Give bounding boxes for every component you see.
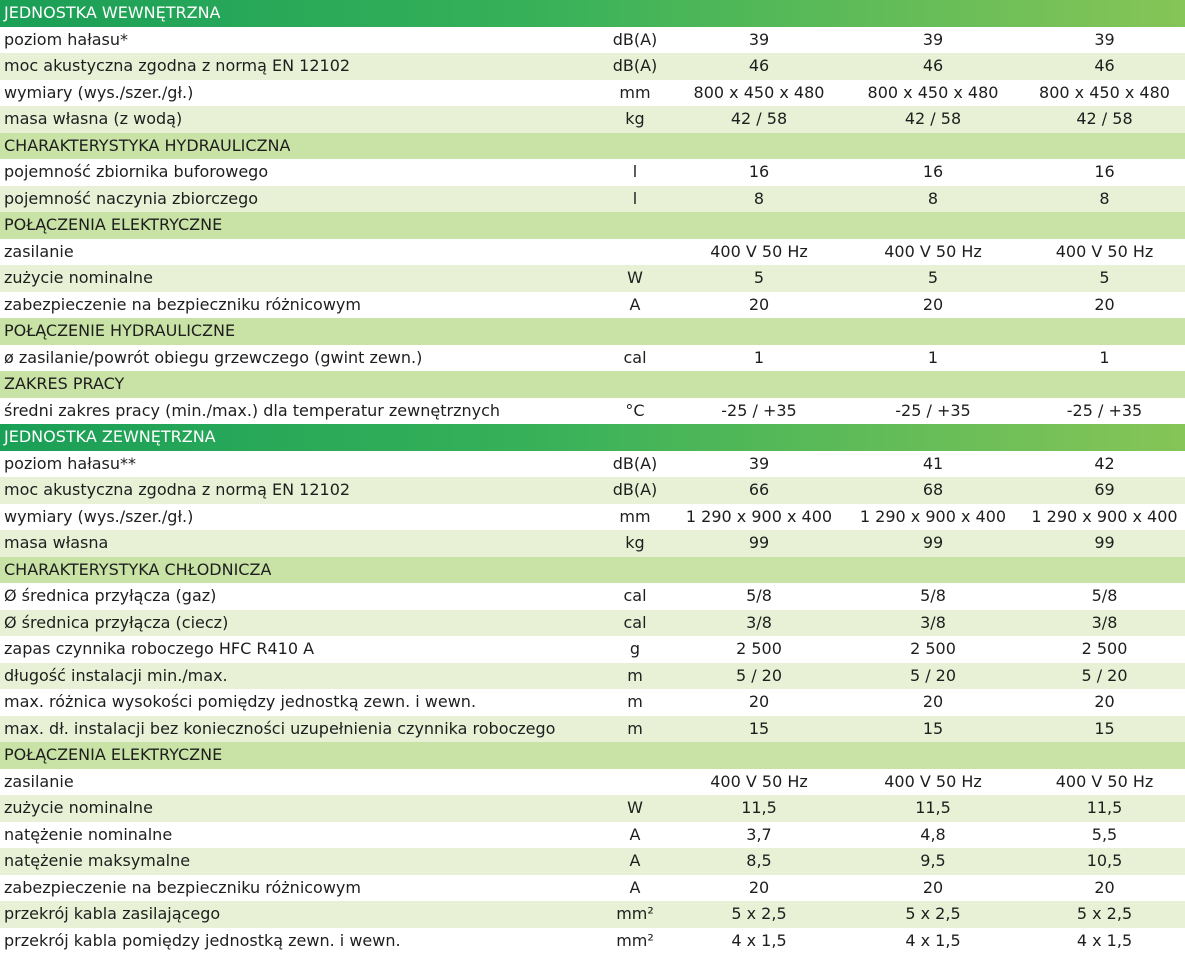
row-value-model-3: 99	[1094, 533, 1115, 552]
row-value-model-3: 46	[1094, 56, 1115, 75]
row-value-model-1: 42 / 58	[730, 109, 788, 128]
row-value-model-1: 99	[748, 533, 770, 552]
row-value-model-2: 400 V 50 Hz	[884, 771, 982, 791]
table-row	[0, 663, 1185, 690]
row-unit: dB(A)	[612, 56, 658, 75]
table-row	[0, 636, 1185, 663]
table-row	[0, 27, 1185, 54]
row-value-model-2: 16	[922, 162, 944, 181]
section-header	[0, 424, 1185, 451]
row-value-model-1: 20	[748, 294, 770, 314]
row-value-model-2: 800 x 450 x 480	[867, 82, 999, 102]
row-unit: g	[629, 639, 641, 658]
table-row	[0, 901, 1185, 928]
row-value-model-1: 39	[748, 29, 770, 49]
table-row	[0, 159, 1185, 186]
row-value-model-3: 4 x 1,5	[1076, 930, 1133, 950]
table-row	[0, 530, 1185, 557]
row-value-model-3: 5 x 2,5	[1076, 904, 1133, 923]
row-value-model-3: 5/8	[1091, 586, 1118, 605]
row-label: wymiary (wys./szer./gł.)	[4, 82, 194, 102]
row-unit: W	[627, 268, 643, 287]
row-value-model-1: 1	[753, 347, 765, 367]
row-label: natężenie maksymalne	[4, 851, 191, 870]
row-value-model-2: 1 290 x 900 x 400	[859, 506, 1007, 526]
row-value-model-1: 400 V 50 Hz	[710, 771, 808, 791]
row-value-model-3: 39	[1094, 29, 1115, 49]
row-value-model-2: 5/8	[920, 586, 946, 605]
row-value-model-2: 68	[922, 480, 944, 499]
table-row	[0, 398, 1185, 425]
row-value-model-1: 5 / 20	[735, 665, 783, 685]
row-label: długość instalacji min./max.	[4, 665, 228, 685]
row-value-model-2: -25 / +35	[895, 400, 971, 420]
subsection-header	[0, 742, 1185, 769]
row-value-model-1: 66	[748, 480, 770, 499]
row-unit	[594, 769, 676, 796]
row-value-model-3: 69	[1094, 480, 1115, 499]
row-unit: cal	[623, 586, 647, 605]
row-label: masa własna (z wodą)	[4, 109, 183, 128]
row-value-model-2: 11,5	[915, 798, 951, 817]
row-label: zasilanie	[4, 241, 74, 261]
row-value-model-3: 1	[1099, 347, 1110, 367]
section-title: POŁĄCZENIA ELEKTRYCZNE	[4, 745, 223, 764]
table-row	[0, 265, 1185, 292]
row-unit: l	[632, 162, 638, 181]
row-unit: A	[629, 824, 641, 844]
row-value-model-2: 400 V 50 Hz	[884, 241, 982, 261]
subsection-header	[0, 212, 1185, 239]
table-row	[0, 795, 1185, 822]
table-row	[0, 504, 1185, 531]
row-value-model-3: 20	[1094, 692, 1115, 711]
row-label: przekrój kabla pomiędzy jednostką zewn. i wewn.	[4, 930, 401, 950]
row-value-model-3: 11,5	[1086, 798, 1123, 817]
row-value-model-1: 11,5	[741, 798, 777, 817]
row-label: poziom hałasu*	[4, 29, 129, 49]
row-label: max. różnica wysokości pomiędzy jednostką zewn. i wewn.	[4, 692, 477, 711]
table-row	[0, 822, 1185, 849]
row-value-model-3: 400 V 50 Hz	[1055, 771, 1154, 791]
row-value-model-1: 4 x 1,5	[731, 930, 787, 950]
section-title: POŁĄCZENIA ELEKTRYCZNE	[4, 215, 223, 234]
table-row	[0, 345, 1185, 372]
row-unit	[594, 239, 676, 266]
row-value-model-3: 400 V 50 Hz	[1055, 241, 1154, 261]
row-value-model-2: 5	[927, 268, 939, 287]
row-value-model-3: 800 x 450 x 480	[1039, 82, 1170, 102]
table-row	[0, 186, 1185, 213]
row-value-model-1: 5 x 2,5	[731, 904, 787, 923]
table-row	[0, 769, 1185, 796]
row-value-model-3: 1 290 x 900 x 400	[1031, 506, 1178, 526]
table-row	[0, 716, 1185, 743]
row-label: natężenie nominalne	[4, 824, 173, 844]
row-value-model-3: 15	[1094, 718, 1115, 738]
row-unit: mm²	[616, 930, 654, 950]
row-label: masa własna	[4, 533, 109, 552]
row-unit: m	[627, 718, 643, 738]
section-title: POŁĄCZENIE HYDRAULICZNE	[4, 321, 236, 340]
row-value-model-1: 20	[748, 692, 770, 711]
section-title: JEDNOSTKA WEWNĘTRZNA	[4, 3, 221, 22]
row-value-model-1: 8	[753, 188, 765, 208]
row-label: zapas czynnika roboczego HFC R410 A	[4, 639, 315, 658]
row-value-model-2: 42 / 58	[904, 109, 962, 128]
row-value-model-1: 1 290 x 900 x 400	[685, 506, 833, 526]
row-value-model-2: 4 x 1,5	[905, 930, 961, 950]
row-label: zużycie nominalne	[4, 798, 153, 817]
row-value-model-2: 99	[922, 533, 944, 552]
row-value-model-3: 20	[1094, 294, 1115, 314]
row-label: wymiary (wys./szer./gł.)	[4, 506, 194, 526]
row-value-model-1: 2 500	[736, 639, 782, 658]
row-value-model-2: 8	[927, 188, 939, 208]
row-value-model-1: 16	[748, 162, 770, 181]
subsection-header	[0, 318, 1185, 345]
row-unit: cal	[623, 612, 647, 632]
row-unit: mm	[619, 82, 651, 102]
row-label: Ø średnica przyłącza (gaz)	[4, 586, 217, 605]
subsection-header	[0, 371, 1185, 398]
row-value-model-3: 16	[1094, 162, 1115, 181]
table-row	[0, 239, 1185, 266]
row-value-model-1: 400 V 50 Hz	[710, 241, 808, 261]
row-value-model-1: -25 / +35	[721, 400, 797, 420]
row-value-model-3: 20	[1094, 877, 1115, 897]
row-unit: dB(A)	[612, 480, 658, 499]
row-value-model-1: 39	[748, 453, 770, 473]
row-unit: m	[627, 692, 643, 711]
row-unit: dB(A)	[612, 29, 658, 49]
row-label: pojemność naczynia zbiorczego	[4, 188, 259, 208]
row-value-model-2: 4,8	[920, 824, 946, 844]
row-label: zabezpieczenie na bezpieczniku różnicowym	[4, 877, 361, 897]
row-value-model-3: 5,5	[1091, 824, 1118, 844]
row-value-model-1: 5	[753, 268, 765, 287]
row-value-model-1: 5/8	[746, 586, 772, 605]
table-row	[0, 689, 1185, 716]
row-value-model-2: 46	[922, 56, 944, 75]
row-value-model-1: 15	[748, 718, 770, 738]
row-value-model-2: 5 / 20	[909, 665, 957, 685]
row-value-model-1: 800 x 450 x 480	[693, 82, 825, 102]
row-unit: mm	[619, 506, 651, 526]
table-row	[0, 848, 1185, 875]
subsection-header	[0, 557, 1185, 584]
row-value-model-2: 41	[922, 453, 944, 473]
row-value-model-2: 1	[927, 347, 939, 367]
row-label: max. dł. instalacji bez konieczności uzupełnienia czynnika roboczego	[4, 718, 556, 738]
row-unit: A	[629, 877, 641, 897]
table-row	[0, 451, 1185, 478]
row-unit: l	[632, 188, 638, 208]
row-value-model-2: 39	[922, 29, 944, 49]
section-title: CHARAKTERYSTYKA CHŁODNICZA	[4, 559, 272, 579]
row-value-model-1: 20	[748, 877, 770, 897]
row-value-model-3: 5 / 20	[1081, 665, 1128, 685]
row-value-model-1: 3/8	[746, 612, 772, 632]
row-label: ø zasilanie/powrót obiegu grzewczego (gwint zewn.)	[4, 347, 423, 367]
row-unit: °C	[625, 400, 645, 420]
row-label: zasilanie	[4, 771, 74, 791]
table-row	[0, 53, 1185, 80]
row-label: moc akustyczna zgodna z normą EN 12102	[4, 56, 351, 75]
row-value-model-2: 15	[922, 718, 944, 738]
row-value-model-2: 9,5	[920, 851, 946, 870]
row-value-model-1: 46	[748, 56, 770, 75]
row-value-model-3: 10,5	[1086, 851, 1123, 870]
row-unit: kg	[625, 109, 645, 128]
row-label: pojemność zbiornika buforowego	[4, 162, 269, 181]
row-value-model-3: 42 / 58	[1076, 109, 1133, 128]
row-label: zużycie nominalne	[4, 268, 153, 287]
row-label: średni zakres pracy (min./max.) dla temperatur zewnętrznych	[4, 400, 501, 420]
row-label: przekrój kabla zasilającego	[4, 904, 221, 923]
row-unit: kg	[625, 533, 645, 552]
row-label: Ø średnica przyłącza (ciecz)	[4, 612, 229, 632]
row-label: poziom hałasu**	[4, 453, 137, 473]
row-value-model-2: 3/8	[920, 612, 946, 632]
row-value-model-3: 5	[1099, 268, 1110, 287]
row-value-model-3: 2 500	[1081, 639, 1128, 658]
section-title: ZAKRES PRACY	[4, 374, 125, 393]
section-header	[0, 0, 1185, 27]
table-row	[0, 928, 1185, 954]
table-row	[0, 80, 1185, 107]
row-value-model-3: -25 / +35	[1066, 400, 1143, 420]
row-value-model-1: 3,7	[746, 824, 772, 844]
section-title: CHARAKTERYSTYKA HYDRAULICZNA	[4, 135, 291, 155]
table-row	[0, 583, 1185, 610]
row-value-model-2: 20	[922, 294, 944, 314]
table-row	[0, 292, 1185, 319]
row-unit: W	[627, 798, 643, 817]
row-value-model-2: 2 500	[910, 639, 956, 658]
row-unit: A	[629, 851, 641, 870]
row-label: moc akustyczna zgodna z normą EN 12102	[4, 480, 351, 499]
row-label: zabezpieczenie na bezpieczniku różnicowym	[4, 294, 361, 314]
row-value-model-1: 8,5	[746, 851, 772, 870]
table-row	[0, 610, 1185, 637]
row-unit: m	[627, 665, 643, 685]
row-value-model-3: 3/8	[1091, 612, 1118, 632]
section-title: JEDNOSTKA ZEWNĘTRZNA	[4, 427, 216, 446]
row-value-model-2: 5 x 2,5	[905, 904, 961, 923]
row-value-model-3: 8	[1099, 188, 1110, 208]
row-value-model-2: 20	[922, 877, 944, 897]
row-value-model-3: 42	[1094, 453, 1115, 473]
row-unit: dB(A)	[612, 453, 658, 473]
row-unit: mm²	[616, 904, 654, 923]
row-value-model-2: 20	[922, 692, 944, 711]
table-row	[0, 875, 1185, 902]
table-row	[0, 477, 1185, 504]
table-row	[0, 106, 1185, 133]
row-unit: cal	[623, 347, 647, 367]
subsection-header	[0, 133, 1185, 160]
row-unit: A	[629, 294, 641, 314]
